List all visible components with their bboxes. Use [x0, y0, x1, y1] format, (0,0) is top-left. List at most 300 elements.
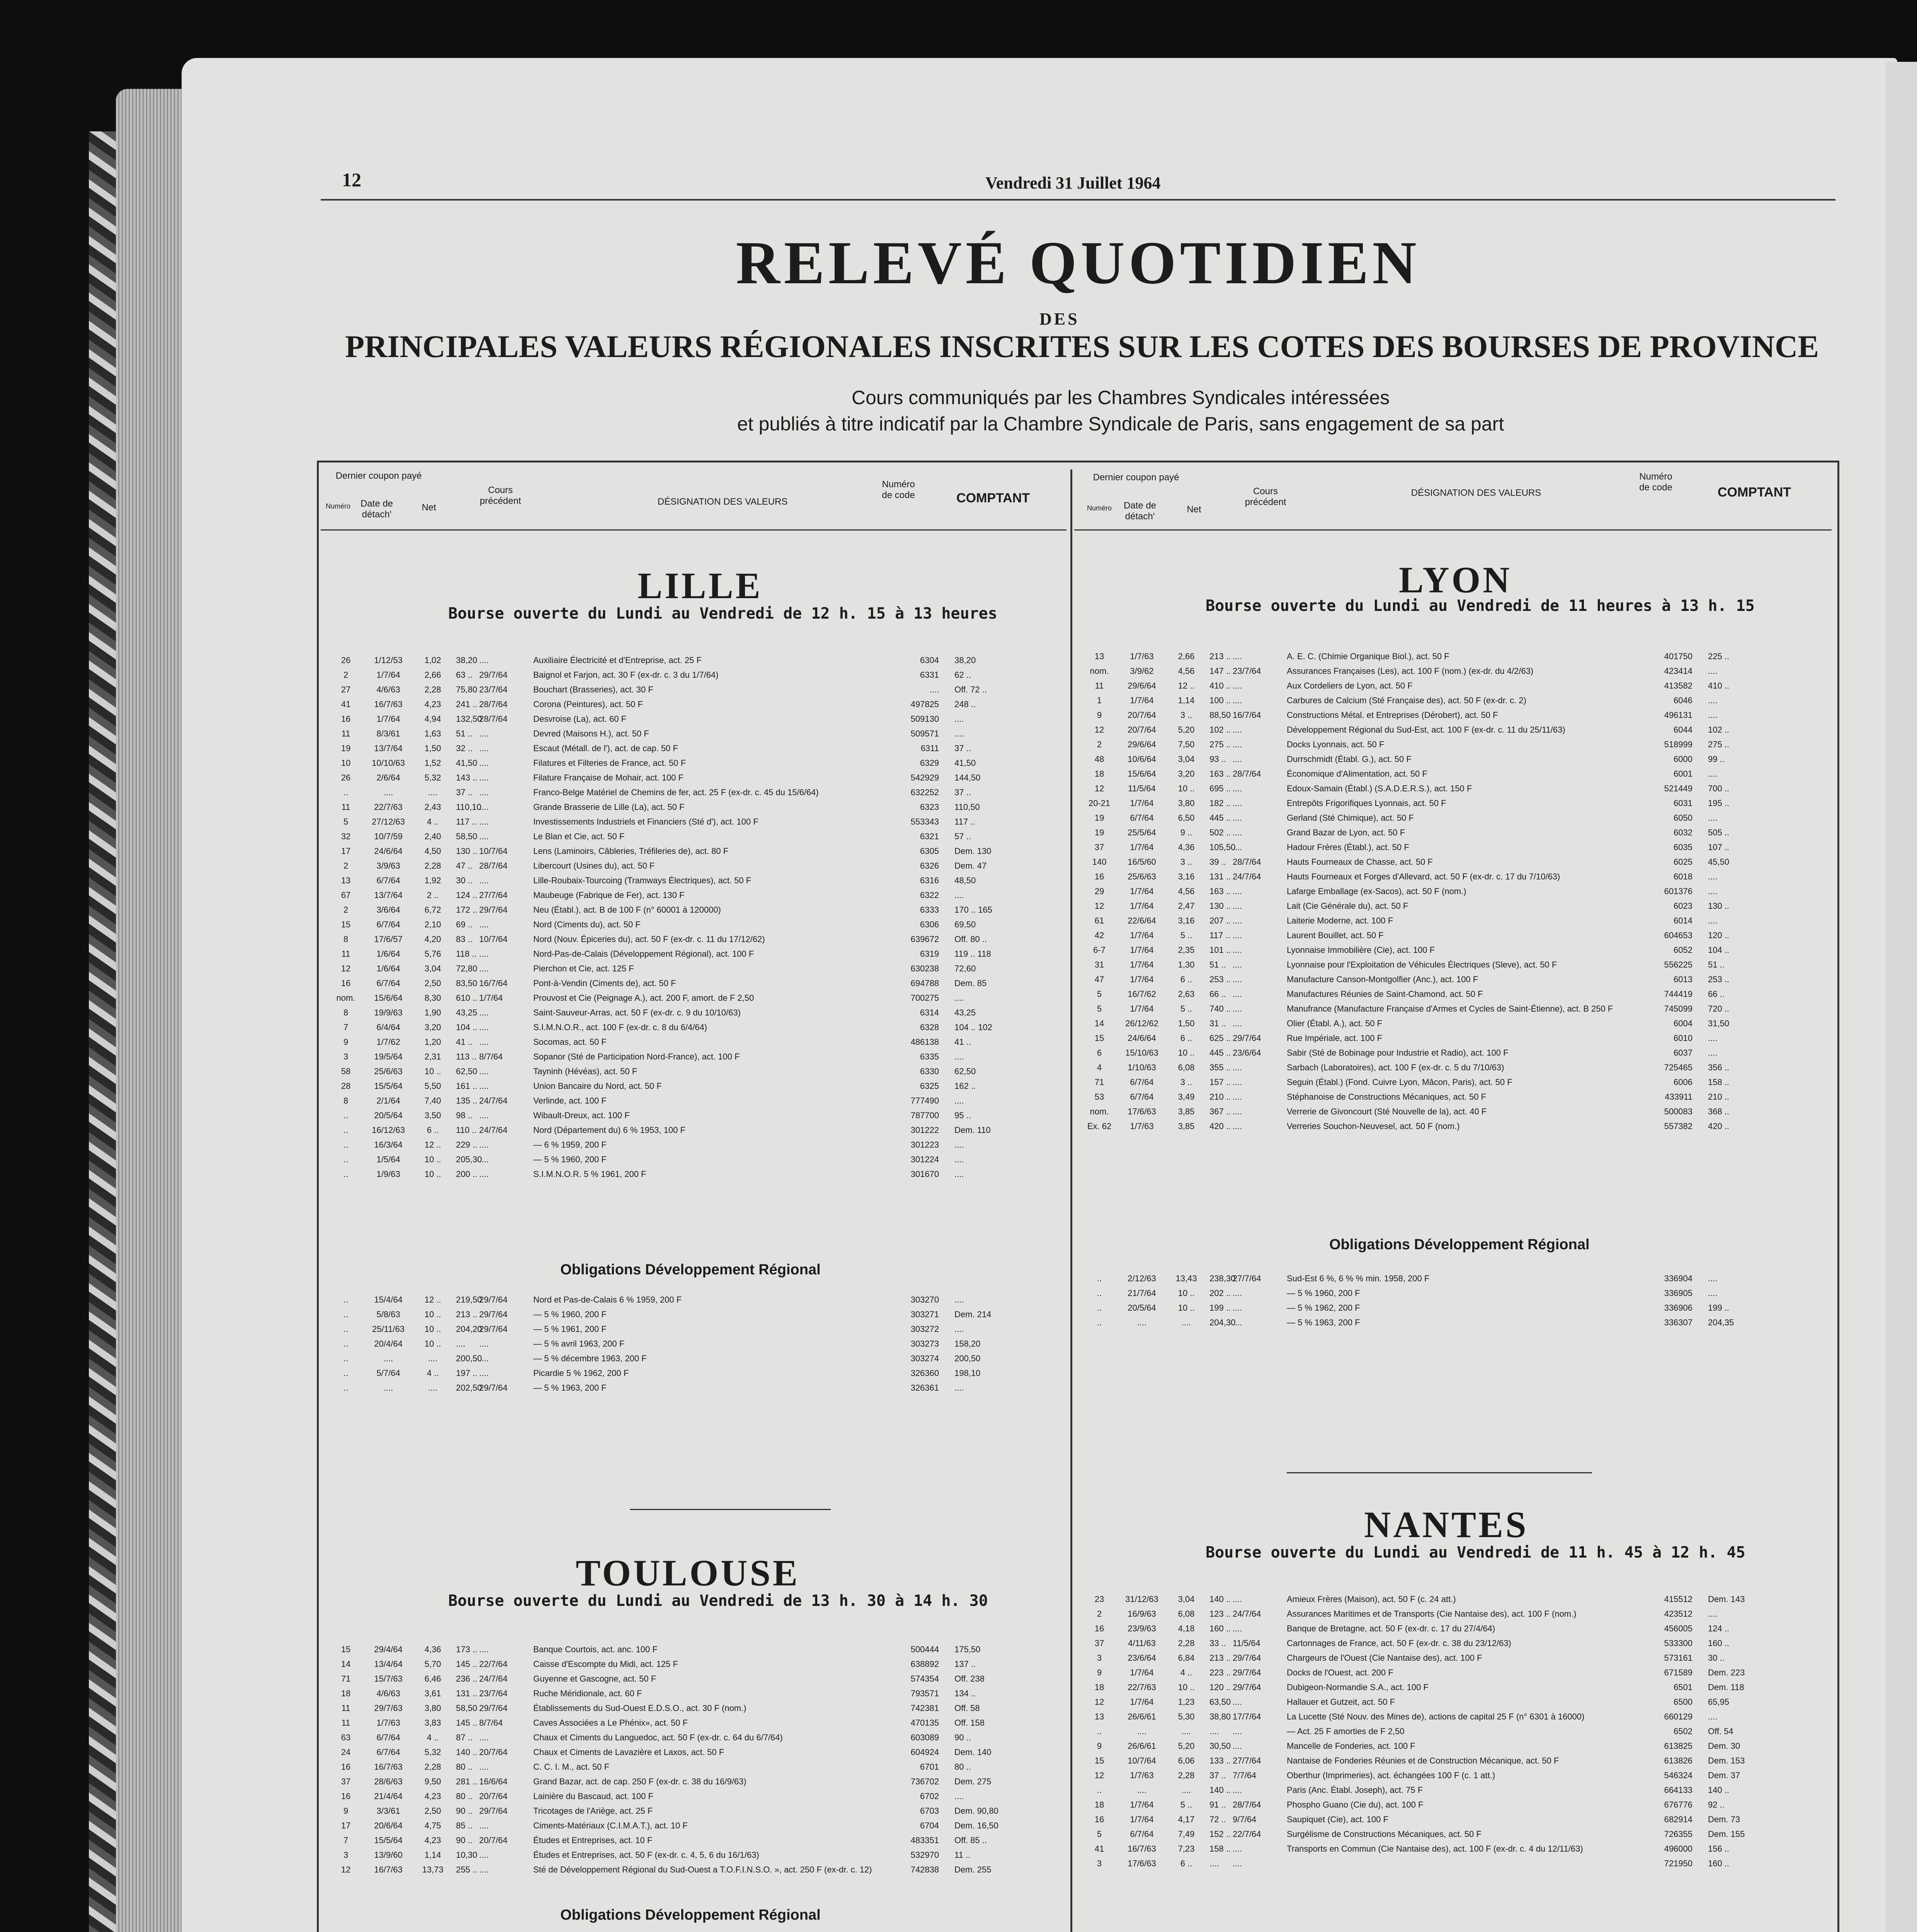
cell-date-detach: 13/9/60 — [374, 1850, 403, 1860]
cell-cours-precedent: 117 .. — [1209, 930, 1230, 940]
cell-date-detach: 29/7/63 — [374, 1703, 403, 1713]
cell-designation: Investissements Industriels et Financiers (Sté d'), act. 100 F — [533, 817, 759, 827]
title-des: DES — [1039, 310, 1080, 328]
cell-numero: 12 — [1094, 784, 1104, 793]
cell-comptant: 119 .. 118 — [954, 949, 991, 959]
cell-cours-date: 8/7/64 — [479, 1052, 503, 1061]
cell-net: 4,56 — [1178, 666, 1195, 676]
cell-cours-precedent: 281 .. — [456, 1777, 478, 1786]
cell-date-detach: 2/1/64 — [376, 1096, 400, 1105]
cell-code: 456005 — [1664, 1624, 1692, 1633]
cell-numero: .. — [1097, 1785, 1102, 1795]
hdr-designation-left: DÉSIGNATION DES VALEURS — [657, 497, 788, 507]
cell-code: 6013 — [1674, 975, 1692, 984]
cell-date-detach: 16/3/64 — [374, 1140, 403, 1150]
cell-cours-date: 29/7/64 — [1233, 1653, 1261, 1663]
cell-net: 3,85 — [1178, 1121, 1195, 1131]
cell-cours-date: .... — [479, 1645, 489, 1654]
cell-net: 1,14 — [1178, 696, 1195, 705]
cell-numero: 3 — [1097, 1859, 1102, 1868]
cell-comptant: 92 .. — [1708, 1800, 1725, 1810]
cell-cours-date: .... — [479, 802, 489, 812]
cell-cours-date: .... — [479, 1762, 489, 1772]
cell-code: 742838 — [910, 1865, 939, 1874]
cell-designation: Chaux et Ciments du Languedoc, act. 50 F (ex-dr. c. 64 du 6/7/64) — [533, 1733, 783, 1742]
cell-date-detach: 1/7/64 — [1130, 960, 1154, 969]
cell-date-detach: 16/7/62 — [1128, 989, 1156, 999]
cell-cours-precedent: 37 .. — [1209, 1770, 1226, 1780]
cell-numero: 41 — [341, 699, 351, 709]
cell-code: 301222 — [910, 1125, 939, 1135]
table-row — [332, 844, 1059, 859]
hdr-designation-right: DÉSIGNATION DES VALEURS — [1411, 488, 1541, 498]
cell-comptant: 45,50 — [1708, 857, 1730, 867]
cell-cours-date: 28/7/64 — [479, 861, 508, 871]
table-row — [1086, 1856, 1824, 1871]
table-row — [1086, 1783, 1824, 1798]
cell-cours-date: .... — [1233, 1624, 1242, 1633]
table-row — [332, 1686, 1059, 1701]
cell-comptant: 410 .. — [1708, 681, 1730, 690]
cell-numero: 18 — [341, 1689, 351, 1698]
cell-cours-date: 7/7/64 — [1233, 1770, 1257, 1780]
cell-net: 6 .. — [427, 1125, 439, 1135]
cell-cours-precedent: 157 .. — [1209, 1077, 1231, 1087]
cell-designation: S.I.M.N.O.R. 5 % 1961, 200 F — [533, 1169, 646, 1179]
cell-cours-precedent: 610 .. — [456, 993, 478, 1003]
cell-comptant: .... — [1708, 710, 1718, 720]
cell-net: 10 .. — [424, 1339, 441, 1349]
cell-cours-precedent: .... — [456, 1339, 466, 1349]
cell-date-detach: 6/7/64 — [376, 876, 400, 885]
cell-cours-precedent: 69 .. — [456, 920, 473, 929]
cell-designation: Verlinde, act. 100 F — [533, 1096, 607, 1105]
hdr-comptant-right: COMPTANT — [1717, 485, 1791, 500]
cell-comptant: .... — [954, 1169, 964, 1179]
cell-date-detach: 11/5/64 — [1128, 784, 1156, 793]
cell-comptant: 158 .. — [1708, 1077, 1730, 1087]
cell-comptant: .... — [1708, 1712, 1718, 1721]
cell-date-detach: 10/6/64 — [1128, 754, 1156, 764]
hdr-code-right: Numéro de code — [1639, 471, 1672, 493]
cell-cours-precedent: 80 .. — [456, 1762, 473, 1772]
hdr-code-left: Numéro de code — [882, 479, 915, 500]
cell-numero: 23 — [1094, 1594, 1104, 1604]
cell-numero: 28 — [341, 1081, 351, 1091]
cell-comptant: .... — [954, 890, 964, 900]
table-row — [1086, 1709, 1824, 1724]
rule-lyon-end — [1287, 1472, 1592, 1473]
cell-date-detach: 3/9/63 — [376, 861, 400, 871]
cell-date-detach: 1/7/64 — [376, 714, 400, 724]
table-row — [1086, 1075, 1824, 1090]
table-row — [1086, 1016, 1824, 1031]
cell-numero: 6 — [1097, 1048, 1102, 1058]
cell-numero: 3 — [343, 1850, 349, 1860]
cell-date-detach: 6/7/64 — [376, 920, 400, 929]
cell-date-detach: 6/7/64 — [1130, 1092, 1154, 1102]
cell-net: 6,08 — [1178, 1063, 1195, 1072]
table-row — [332, 785, 1059, 800]
cell-date-detach: 1/7/64 — [1130, 901, 1154, 911]
oblig-title-toulouse: Obligations Développement Régional — [560, 1907, 821, 1923]
cell-numero: 12 — [1094, 1697, 1104, 1707]
cell-numero: 24 — [341, 1747, 351, 1757]
cell-comptant: .... — [954, 1324, 964, 1334]
cell-comptant: .... — [1708, 872, 1718, 881]
cell-comptant: 69,50 — [954, 920, 976, 929]
cell-net: 10 .. — [424, 1324, 441, 1334]
cell-comptant: .... — [954, 1791, 964, 1801]
rows-lyon — [1086, 649, 1824, 1134]
table-row — [1086, 1592, 1824, 1607]
cell-date-detach: 1/7/64 — [1130, 1697, 1154, 1707]
cell-code: 6703 — [920, 1806, 939, 1816]
cell-cours-precedent: 51 .. — [456, 729, 473, 738]
cell-designation: — 5 % 1962, 200 F — [1287, 1303, 1360, 1313]
cell-designation: Socomas, act. 50 F — [533, 1037, 607, 1047]
cell-code: 326361 — [910, 1383, 939, 1393]
cell-comptant: 162 .. — [954, 1081, 976, 1091]
cell-net: 9,50 — [424, 1777, 441, 1786]
cell-designation: — Act. 25 F amorties de F 2,50 — [1287, 1726, 1405, 1736]
cell-net: 3,80 — [1178, 798, 1195, 808]
cell-comptant: 65,95 — [1708, 1697, 1730, 1707]
cell-cours-precedent: 63,50 — [1209, 1697, 1231, 1707]
cell-numero: 2 — [1097, 1609, 1102, 1619]
cell-cours-date: .... — [1233, 696, 1242, 705]
cell-numero: .. — [343, 1368, 349, 1378]
cell-code: 721950 — [1664, 1859, 1692, 1868]
cell-code: 6319 — [920, 949, 939, 959]
cell-cours-precedent: 98 .. — [456, 1111, 473, 1120]
cell-code: 542929 — [910, 773, 939, 782]
cell-designation: Oberthur (Imprimeries), act. échangées 100 F (c. 1 att.) — [1287, 1770, 1495, 1780]
cell-date-detach: 21/7/64 — [1128, 1288, 1156, 1298]
cell-code: 303273 — [910, 1339, 939, 1349]
cell-date-detach: .... — [383, 787, 393, 797]
cell-numero: 2 — [343, 905, 349, 915]
cell-numero: 41 — [1094, 1844, 1104, 1854]
cell-comptant: Dem. 118 — [1708, 1682, 1744, 1692]
cell-code: 336905 — [1664, 1288, 1692, 1298]
cell-code: 6031 — [1674, 798, 1692, 808]
oblig-rows-lyon — [1086, 1271, 1824, 1330]
cell-code: 630238 — [910, 964, 939, 973]
cell-designation: Entrepôts Frigorifiques Lyonnais, act. 50 F — [1287, 798, 1446, 808]
table-row — [1086, 943, 1824, 957]
cell-cours-precedent: 213 .. — [1209, 651, 1231, 661]
cell-numero: 5 — [1097, 1004, 1102, 1014]
table-row — [1086, 1031, 1824, 1046]
cell-comptant: .... — [954, 714, 964, 724]
cell-cours-precedent: 202 .. — [1209, 1288, 1231, 1298]
cell-numero: 19 — [1094, 813, 1104, 823]
cell-net: 2,47 — [1178, 901, 1195, 911]
table-row — [332, 1079, 1059, 1094]
cell-numero: 15 — [1094, 1756, 1104, 1765]
hours-toulouse: Bourse ouverte du Lundi au Vendredi de 13 h. 30 à 14 h. 30 — [448, 1592, 988, 1610]
cell-numero: 2 — [343, 670, 349, 680]
cell-comptant: Dem. 153 — [1708, 1756, 1745, 1765]
cell-designation: Docks de l'Ouest, act. 200 F — [1287, 1668, 1393, 1677]
cell-net: 1,50 — [1178, 1019, 1195, 1028]
cell-designation: Phospho Guano (Cie du), act. 100 F — [1287, 1800, 1424, 1810]
cell-comptant: Dem. 85 — [954, 978, 987, 988]
cell-numero: 11 — [341, 729, 350, 738]
cell-comptant: 43,25 — [954, 1008, 976, 1017]
cell-cours-date: 28/7/64 — [1233, 857, 1261, 867]
cell-code: 518999 — [1664, 740, 1692, 749]
cell-designation: Manufacture Canson-Montgolfier (Anc.), act. 100 F — [1287, 975, 1478, 984]
cell-designation: Gerland (Sté Chimique), act. 50 F — [1287, 813, 1414, 823]
table-row — [332, 1701, 1059, 1716]
cell-numero: .. — [343, 1125, 349, 1135]
cell-code: 613825 — [1664, 1741, 1692, 1751]
cell-net: 3,04 — [1178, 754, 1195, 764]
table-row — [332, 741, 1059, 756]
cell-designation: Wibault-Dreux, act. 100 F — [533, 1111, 630, 1120]
cell-comptant: .... — [1708, 886, 1718, 896]
cell-comptant: 170 .. 165 — [954, 905, 992, 915]
cell-numero: 16 — [1094, 872, 1104, 881]
cell-cours-date: 23/7/64 — [479, 1689, 508, 1698]
cell-net: .... — [1181, 1785, 1191, 1795]
cell-code: 6001 — [1674, 769, 1692, 779]
cell-comptant: .... — [1708, 696, 1718, 705]
cell-cours-precedent: 200 .. — [456, 1169, 478, 1179]
cell-cours-date: .... — [1233, 1844, 1242, 1854]
cell-cours-precedent: 143 .. — [456, 773, 478, 782]
city-lyon: LYON — [1399, 559, 1512, 600]
cell-numero: .. — [343, 1111, 349, 1120]
cell-cours-precedent: 140 .. — [1209, 1594, 1231, 1604]
cell-cours-precedent: 75,80 — [456, 685, 478, 694]
cell-cours-precedent: 213 .. — [1209, 1653, 1231, 1663]
cell-code: 6046 — [1674, 696, 1692, 705]
cell-code: 553343 — [910, 817, 939, 827]
cell-cours-precedent: 131 .. — [456, 1689, 478, 1698]
cell-net: 2,35 — [1178, 945, 1195, 955]
cell-date-detach: 15/5/64 — [374, 1081, 403, 1091]
cell-comptant: Off. 158 — [954, 1718, 985, 1728]
cell-designation: Lyonnaise pour l'Exploitation de Véhicules Électriques (Sleve), act. 50 F — [1287, 960, 1557, 969]
table-row — [332, 756, 1059, 770]
cell-comptant: .... — [954, 993, 964, 1003]
table-row — [1086, 1119, 1824, 1134]
cell-comptant: Dem. 223 — [1708, 1668, 1745, 1677]
cell-cours-date: .... — [1233, 1063, 1242, 1072]
cell-numero: 16 — [341, 714, 351, 724]
table-row — [332, 1094, 1059, 1108]
cell-numero: .. — [1097, 1303, 1102, 1313]
cell-comptant: 156 .. — [1708, 1844, 1730, 1854]
cell-code: 6314 — [920, 1008, 939, 1017]
cell-cours-date: .... — [1233, 784, 1242, 793]
cell-date-detach: 5/7/64 — [376, 1368, 400, 1378]
cell-date-detach: 23/9/63 — [1128, 1624, 1156, 1633]
cell-code: 6328 — [920, 1022, 939, 1032]
cell-net: 6,50 — [1178, 813, 1195, 823]
cell-comptant: Dem. 155 — [1708, 1829, 1745, 1839]
cell-net: 12 .. — [1178, 681, 1195, 690]
cell-cours-date: 29/7/64 — [1233, 1668, 1261, 1677]
cell-cours-date: 10/7/64 — [479, 934, 508, 944]
cell-net: 2,28 — [1178, 1638, 1195, 1648]
cell-date-detach: 10/10/63 — [372, 758, 405, 768]
cell-code: 742381 — [910, 1703, 939, 1713]
table-row — [332, 1642, 1059, 1657]
cell-cours-precedent: 120 .. — [1209, 1682, 1231, 1692]
cell-code: 423414 — [1664, 666, 1692, 676]
cell-date-detach: 29/6/64 — [1128, 681, 1156, 690]
table-row — [1086, 957, 1824, 972]
cell-date-detach: 3/3/61 — [376, 1806, 400, 1816]
table-row — [332, 726, 1059, 741]
cell-net: 5,50 — [424, 1081, 441, 1091]
cell-numero: 8 — [343, 1096, 349, 1105]
cell-comptant: 38,20 — [954, 655, 976, 665]
cell-cours-precedent: 90 .. — [456, 1806, 473, 1816]
cell-comptant: 11 .. — [954, 1850, 971, 1860]
cell-net: 3,83 — [424, 1718, 441, 1728]
cell-cours-precedent: 33 .. — [1209, 1638, 1226, 1648]
cell-cours-precedent: 80 .. — [456, 1791, 473, 1801]
cell-cours-precedent: 695 .. — [1209, 784, 1231, 793]
rule-lille-end — [630, 1509, 831, 1510]
cell-cours-precedent: 83 .. — [456, 934, 473, 944]
cell-cours-precedent: 205,30 — [456, 1155, 482, 1164]
cell-cours-date: 24/7/64 — [1233, 872, 1261, 881]
table-row — [332, 815, 1059, 829]
cell-designation: Banque Courtois, act. anc. 100 F — [533, 1645, 658, 1654]
cell-net: 5,70 — [424, 1659, 441, 1669]
cell-comptant: .... — [1708, 666, 1718, 676]
cell-date-detach: 17/6/63 — [1128, 1107, 1156, 1116]
cell-comptant: Dem. 73 — [1708, 1815, 1740, 1824]
cell-numero: 71 — [341, 1674, 351, 1684]
cell-date-detach: 16/12/63 — [372, 1125, 405, 1135]
cell-comptant: 120 .. — [1708, 930, 1730, 940]
cell-cours-date: .... — [1233, 886, 1242, 896]
cell-comptant: .... — [1708, 769, 1718, 779]
cell-net: 3,20 — [1178, 769, 1195, 779]
cell-numero: 12 — [1094, 1770, 1104, 1780]
cell-designation: Union Bancaire du Nord, act. 50 F — [533, 1081, 662, 1091]
cell-designation: Baignol et Farjon, act. 30 F (ex-dr. c. 3 du 1/7/64) — [533, 670, 719, 680]
cell-net: 10 .. — [1178, 1288, 1195, 1298]
cell-date-detach: 15/7/63 — [374, 1674, 403, 1684]
table-row — [332, 1848, 1059, 1862]
cell-comptant: 107 .. — [1708, 842, 1730, 852]
cell-code: 671589 — [1664, 1668, 1692, 1677]
cell-cours-date: 20/7/64 — [479, 1835, 508, 1845]
cell-date-detach: 26/12/62 — [1125, 1019, 1158, 1028]
cell-cours-date: .... — [479, 1368, 489, 1378]
cell-code: 6333 — [920, 905, 939, 915]
cell-cours-precedent: 207 .. — [1209, 916, 1231, 925]
cell-designation: Verreries Souchon-Neuvesel, act. 50 F (nom.) — [1287, 1121, 1460, 1131]
cell-net: 4 .. — [427, 817, 439, 827]
cell-designation: Grand Bazar, act. de cap. 250 F (ex-dr. c. 38 du 16/9/63) — [533, 1777, 747, 1786]
cell-designation: Bouchart (Brasseries), act. 30 F — [533, 685, 653, 694]
cell-cours-date: 22/7/64 — [479, 1659, 508, 1669]
cell-designation: Filature Française de Mohair, act. 100 F — [533, 773, 684, 782]
cell-net: 2,28 — [1178, 1770, 1195, 1780]
cell-comptant: 368 .. — [1708, 1107, 1730, 1116]
cell-cours-date: 10/7/64 — [479, 846, 508, 856]
cell-cours-precedent: 182 .. — [1209, 798, 1231, 808]
cell-net: 1,90 — [424, 1008, 441, 1017]
cell-cours-date: .... — [1233, 945, 1242, 955]
cell-numero: 5 — [343, 817, 349, 827]
cell-comptant: 99 .. — [1708, 754, 1725, 764]
cell-cours-precedent: 161 .. — [456, 1081, 478, 1091]
cell-designation: Sarbach (Laboratoires), act. 100 F (ex-dr. c. 5 du 7/10/63) — [1287, 1063, 1504, 1072]
facing-page-edge — [1886, 62, 1917, 1932]
cell-numero: .. — [343, 1155, 349, 1164]
cell-code: 336906 — [1664, 1303, 1692, 1313]
cell-comptant: .... — [1708, 916, 1718, 925]
header-bottom-rule-left — [321, 529, 1067, 531]
cell-cours-date: .... — [1233, 975, 1242, 984]
cell-comptant: 48,50 — [954, 876, 976, 885]
cell-cours-precedent: 197 .. — [456, 1368, 478, 1378]
cell-designation: Transports en Commun (Cie Nantaise des), act. 100 F (ex-dr. c. 4 du 12/11/63) — [1287, 1844, 1583, 1854]
cell-date-detach: 29/4/64 — [374, 1645, 403, 1654]
cell-cours-precedent: 152 .. — [1209, 1829, 1231, 1839]
cell-cours-precedent: 204,20 — [456, 1324, 482, 1334]
cell-cours-precedent: 163 .. — [1209, 886, 1231, 896]
cell-date-detach: 29/6/64 — [1128, 740, 1156, 749]
cell-cours-date: 28/7/64 — [479, 699, 508, 709]
cell-cours-precedent: 41,50 — [456, 758, 478, 768]
cell-numero: 16 — [1094, 1624, 1104, 1633]
cell-designation: Études et Entreprises, act. 10 F — [533, 1835, 653, 1845]
cell-comptant: 62,50 — [954, 1066, 976, 1076]
cell-code: 6052 — [1674, 945, 1692, 955]
cell-designation: Manufrance (Manufacture Française d'Armes et Cycles de Saint-Étienne), act. B 250 F — [1287, 1004, 1613, 1014]
cell-net: 4,20 — [424, 934, 441, 944]
cell-cours-precedent: 113 .. — [456, 1052, 477, 1061]
cell-code: 415512 — [1664, 1594, 1692, 1604]
cell-numero: .. — [343, 1169, 349, 1179]
cell-designation: Le Blan et Cie, act. 50 F — [533, 832, 625, 841]
cell-code: 6331 — [920, 670, 939, 680]
cell-comptant: Off. 80 .. — [954, 934, 987, 944]
cell-cours-precedent: 145 .. — [456, 1718, 478, 1728]
table-row — [332, 1789, 1059, 1804]
table-row — [1086, 796, 1824, 811]
cell-net: 5,20 — [1178, 1741, 1195, 1751]
table-row — [1086, 1768, 1824, 1783]
hdr-numero-left: Numéro — [325, 502, 351, 510]
cell-numero: 42 — [1094, 930, 1104, 940]
table-row — [332, 1366, 1059, 1381]
table-row — [332, 1138, 1059, 1152]
cell-date-detach: 1/7/64 — [1130, 1800, 1154, 1810]
cell-cours-date: .... — [479, 1733, 489, 1742]
cell-numero: 71 — [1094, 1077, 1104, 1087]
cell-numero: 53 — [1094, 1092, 1104, 1102]
cell-comptant: Dem. 255 — [954, 1865, 992, 1874]
cell-cours-precedent: 145 .. — [456, 1659, 478, 1669]
cell-net: 4 .. — [1180, 1668, 1192, 1677]
cell-cours-precedent: 223 .. — [1209, 1668, 1231, 1677]
cell-cours-date: 16/7/64 — [479, 978, 508, 988]
cell-numero: 13 — [1094, 1712, 1104, 1721]
rows-nantes — [1086, 1592, 1824, 1871]
